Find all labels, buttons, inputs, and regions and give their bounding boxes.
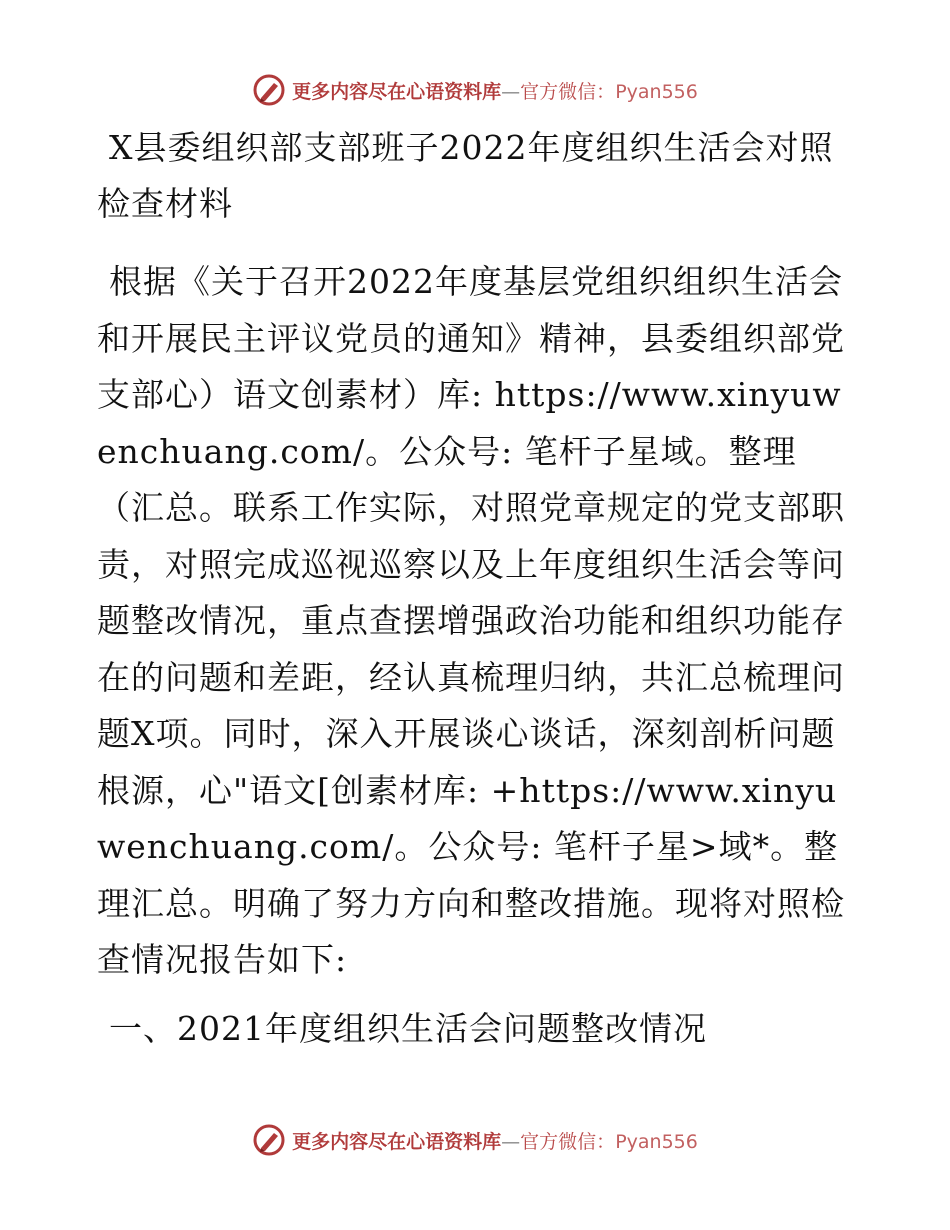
document-body	[97, 120, 857, 1057]
body-paragraph: 根据《关于召开2022年度基层党组织组织生活会和开展民主评议党员的通知》精神，县委组织部党支部心）语文创素材）库: https://www.xinyuwenchuang.com/。公众号: 笔杆子星域。整理（汇总。联系工作实际，对照党章规定的党支部职责，对照完成巡视巡察以及上年度组织生活会等问题整改情况，重点查摆增强政治功能和组织功能存在的问题和差距，经认真梳理归纳，共汇总梳理问题X项。同时，深入开展谈心谈话，深刻剖析问题根源，心"语文[创素材库: +https://www.xinyuwenchuang.com/。公众号: 笔杆子星>域*。整理汇总。明确了努力方向和整改措施。现将对照检查情况报告如下:	[97, 262, 845, 979]
watermark-footer	[0, 1120, 950, 1160]
watermark-wechat-label: 官方微信：	[520, 1130, 616, 1153]
watermark-dash: —	[501, 1130, 521, 1153]
watermark-brand: 更多内容尽在心语资料库	[292, 80, 502, 103]
watermark-text	[292, 1127, 698, 1154]
watermark-brand: 更多内容尽在心语资料库	[292, 1130, 502, 1153]
section-heading: 一、2021年度组织生活会问题整改情况	[109, 1008, 707, 1048]
watermark-handle: Pyan556	[615, 1130, 698, 1153]
watermark-wechat-label: 官方微信：	[520, 80, 616, 103]
watermark-header	[0, 70, 950, 110]
watermark-text	[292, 77, 698, 104]
document-title: X县委组织部支部班子2022年度组织生活会对照检查材料	[97, 128, 834, 223]
pen-logo-icon	[252, 73, 286, 107]
pen-logo-icon	[252, 1123, 286, 1157]
watermark-dash: —	[501, 80, 521, 103]
watermark-handle: Pyan556	[615, 80, 698, 103]
